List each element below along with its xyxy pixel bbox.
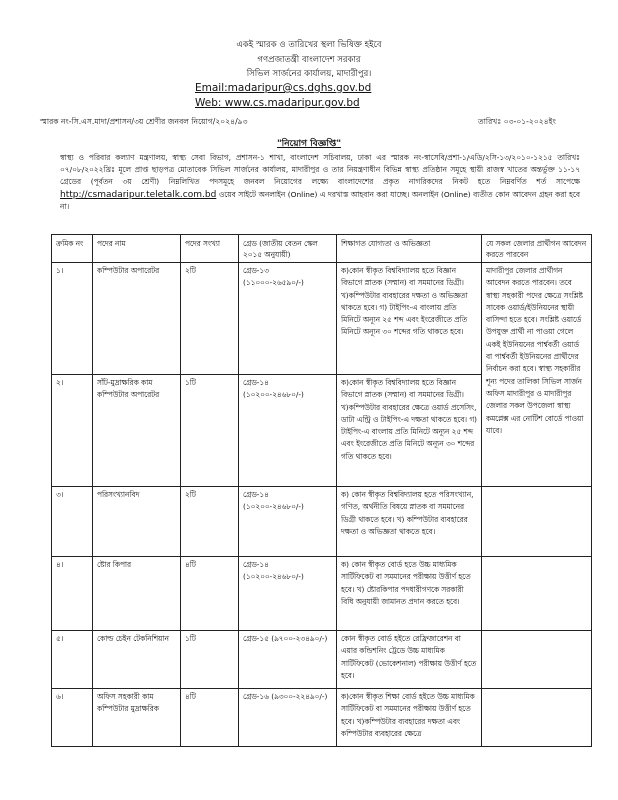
header-office: সিভিল সার্জনের কার্যালয়, মাদারীপুর।	[246, 69, 372, 79]
row-qualification: কোন স্বীকৃত বোর্ড হইতে রেফ্রিজারেশন বা এয়ার কন্ডিশনিং ট্রেডে উচ্চ মাধ্যমিক সার্টিফিকেট (ভোকেশনাল) পরীক্ষায় উত্তীর্ণ হতে হবে।	[337, 631, 482, 689]
row-post-count: ৪টি	[181, 689, 239, 747]
table-row	[52, 689, 592, 747]
notice-title: "নিয়োগ বিজ্ঞপ্তি"	[276, 139, 342, 149]
districts-empty-cell	[482, 631, 592, 689]
row-post-name: ষ্টোর কিপার	[93, 557, 181, 631]
intro-text-part-1: স্বাস্থ্য ও পরিবার কল্যাণ মন্ত্রণালয়, স্বাস্থ্য সেবা বিভাগ, প্রশাসন-১ শাখা, বাংলাদেশ সচিবালয়, ঢাকা এর স্মারক নং-স্বাসেবি/প্রশা-১/এডি/২সি-১৩/২০১০-১২১৫ তারিখঃ ০৭/০৮/২০২২খ্রিঃ মূলে প্রাপ্ত ছাড়পত্র মোতাবেক সিভিল সার্জনের কার্যালয়, মাদারীপুর ও তার নিয়ন্ত্রণাধীন বিভিন্ন স্বাস্থ্য প্রতিষ্ঠান সমূহে স্থায়ী রাজস্ব খাতের অন্তর্ভুক্ত ১১-১৭ গ্রেডের (পূর্বতন ৩য় শ্রেণী) নিম্নলিখিত পদসমূহে জনবল নিয়োগের লক্ষ্যে বাংলাদেশের প্রকৃত নাগরিকদের নিকট হতে নিম্নবর্ণিত শর্ত সাপেক্ষে	[60, 153, 580, 187]
memo-date: তারিখঃ ০৩-০১-২০২৪ইং	[478, 117, 556, 126]
row-post-count: ৪টি	[181, 557, 239, 631]
districts-eligibility-note: মাদারীপুর জেলার প্রার্থীগন আবেদন করতে পারবেন। তবে স্বাস্থ্য সহকারী পদের ক্ষেত্রে সংশ্লিষ্ট সাবেক ওয়ার্ড/ইউনিয়নের স্থায়ী বাসিন্দা হতে হবে। সংশ্লিষ্ট ওয়ার্ডে উপযুক্ত প্রার্থী না পাওয়া গেলে একই ইউনিয়নের পার্শ্ববর্তী ওয়ার্ড বা পার্শ্ববর্তী ইউনিয়নের প্রার্থীদের নির্বাচন করা হবে। স্বাস্থ্য সহকারীর শূন্য পদের তালিকা সিভিল সার্জন অফিস মাদারীপুর ও মাদারীপুর জেলার সকল উপজেলা স্বাস্থ্য কমপ্লেক্স এর নোটিশ বোর্ডে পাওয়া যাবে।	[482, 263, 592, 487]
row-qualification: ক)কোন স্বীকৃত শিক্ষা বোর্ড হইতে উচ্চ মাধ্যমিক সার্টিফিকেট বা সমমানের পরীক্ষায় উত্তীর্ণ হতে হবে। খ)কম্পিউটার ব্যবহারের দক্ষতা এবং কম্পিউটার ব্যবহারের ক্ষেত্রে	[337, 689, 482, 747]
row-post-name: কম্পিউটার অপারেটর	[93, 263, 181, 375]
row-qualification: ক)কোন স্বীকৃত বিশ্ববিদ্যালয় হতে বিজ্ঞান বিভাগে স্নাতক (সম্মান) বা সমমানের ডিগ্রী। খ)কম্পিউটার ব্যবহারের দক্ষতা ও অভিজ্ঞতা থাকতে হবে। গ) টাইপিং-এ বাংলায় প্রতি মিনিটে অন্যূন ২৫ শব্দ এবং ইংরেজীতে প্রতি মিনিটে অন্যূন ৩০ শব্দের গতি থাকতে হবে।	[337, 263, 482, 375]
row-post-name: কোল্ড চেইন টেকনিশিয়ান	[93, 631, 181, 689]
row-serial: ২।	[52, 375, 93, 487]
row-grade: গ্রেড-১৪ (১০২০০-২৪৬৮০/-)	[239, 375, 337, 487]
intro-text-part-2: ওয়েব সাইটে অনলাইন (Online) এ দরখাস্ত আহবান করা যাচ্ছে। অনলাইন (Online) ব্যতীত কোন আবেদন গ্রহন করা হবে না।	[60, 189, 580, 211]
row-post-count: ২টি	[181, 263, 239, 375]
row-serial: ৪।	[52, 557, 93, 631]
row-grade: গ্রেড-১৩ (১১০০০-২৬৫৯০/-)	[239, 263, 337, 375]
header-email: Email:madaripur@cs.dghs.gov.bd	[195, 82, 372, 94]
row-grade: গ্রেড-১৪ (১০২০০-২৪৬৮০/-)	[239, 487, 337, 557]
header-qualification: শিক্ষাগত যোগ্যতা ও অভিজ্ঞতা	[337, 235, 482, 263]
row-post-count: ১টি	[181, 631, 239, 689]
row-qualification: ক) কোন স্বীকৃত বিশ্ববিদ্যালয় হতে পরিসংখ্যান, গণিত, অর্থনীতি বিষয়ে স্নাতক বা সমমানের ডিগ্রী থাকতে হবে। খ) কম্পিউটার ব্যবহারের দক্ষতা ও অভিজ্ঞতা থাকতে হবে।	[337, 487, 482, 557]
header-post-count: পদের সংখ্যা	[181, 235, 239, 263]
row-qualification: ক)কোন স্বীকৃত বিশ্ববিদ্যালয় হতে বিজ্ঞান বিভাগে স্নাতক (সম্মান) বা সমমানের ডিগ্রী। খ)কম্পিউটার ব্যবহারের ক্ষেত্রে ওয়ার্ড প্রসেসিং, ডাটা এন্ট্রি ও টাইপিং-এ দক্ষতা থাকতে হবে। গ) টাইপিং-এ বাংলায় প্রতি মিনিটে অন্যূন ২৫ শব্দ এবং ইংরেজীতে প্রতি মিনিটে অন্যূন ৩০ শব্দের গতি থাকতে হবে।	[337, 375, 482, 487]
table-header-row	[52, 235, 592, 263]
row-grade: গ্রেড-১৬ (৯৩০০-২২৪৯০/-)	[239, 689, 337, 747]
row-grade: গ্রেড-১৫ (৯৭০০-২৩৪৯০/-)	[239, 631, 337, 689]
row-post-name: পরিসংখ্যানবিদ	[93, 487, 181, 557]
row-grade: গ্রেড-১৪ (১০২০০-২৪৬৮০/-)	[239, 557, 337, 631]
header-line-1: একই স্মারক ও তারিখের স্থলা ভিষিক্ত হইবে	[236, 40, 382, 50]
row-post-name: সাঁট-মুদ্রাক্ষরিক কাম কম্পিউটার অপারেটর	[93, 375, 181, 487]
row-post-count: ২টি	[181, 487, 239, 557]
vacancy-table	[51, 234, 592, 747]
header-post-name: পদের নাম	[93, 235, 181, 263]
row-post-count: ১টি	[181, 375, 239, 487]
row-serial: ৫।	[52, 631, 93, 689]
application-url: http://csmadaripur.teletalk.com.bd	[60, 189, 217, 200]
table-row	[52, 557, 592, 631]
row-post-name: অফিস সহকারী কাম কম্পিউটার মুদ্রাক্ষরিক	[93, 689, 181, 747]
header-website: Web: www.cs.madaripur.gov.bd	[195, 97, 360, 109]
districts-empty-cell	[482, 487, 592, 557]
row-serial: ১।	[52, 263, 93, 375]
row-serial: ৩।	[52, 487, 93, 557]
table-row	[52, 487, 592, 557]
table-row	[52, 263, 592, 375]
districts-empty-cell	[482, 557, 592, 631]
header-government: গণপ্রজাতন্ত্রী বাংলাদেশ সরকার	[257, 55, 361, 65]
header-districts: যে সকল জেলার প্রার্থীগন আবেদন করতে পারবেন	[482, 235, 592, 263]
row-qualification: ক) কোন স্বীকৃত বোর্ড হতে উচ্চ মাধ্যমিক সার্টিফিকেট বা সমমানের পরীক্ষায় উত্তীর্ণ হতে হবে। খ) ষ্টোরকিপার পদধারীগণকে সরকারী বিধি অনুযায়ী জামানত প্রদান করতে হবে।	[337, 557, 482, 631]
notice-intro	[60, 152, 580, 213]
header-grade: গ্রেড (জাতীয় বেতন স্কেল ২০১৫ অনুযায়ী)	[239, 235, 337, 263]
memo-number: স্মারক নং-সি.এস.মাদা/প্রশাসন/৩য় শ্রেণীর জনবল নিয়োগ/২০২৪/৯৩	[40, 117, 248, 126]
header-serial: ক্রমিক নং	[52, 235, 93, 263]
districts-empty-cell	[482, 689, 592, 747]
table-row	[52, 631, 592, 689]
row-serial: ৬।	[52, 689, 93, 747]
